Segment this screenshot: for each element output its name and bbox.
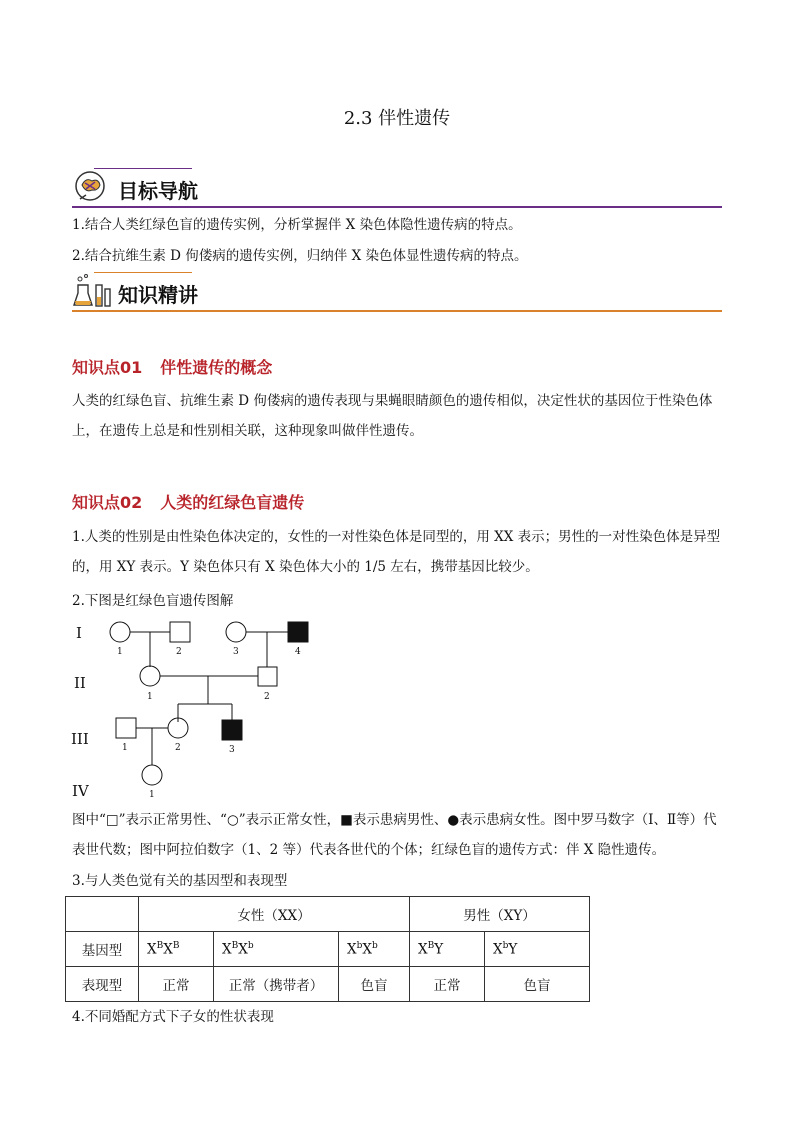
gen1-male-2 [170,622,190,642]
id-3-1: 1 [122,743,128,753]
male-header: 男性（XY） [410,897,590,932]
generation-label-2: II [74,674,86,692]
genotype-table [65,896,590,1002]
table-caption: 3.与人类色觉有关的基因型和表现型 [72,873,288,889]
goal-line-1: 1.结合人类红绿色盲的遗传实例，分析掌握伴 X 染色体隐性遗传病的特点。 [72,217,522,233]
page-title: 2.3 伴性遗传 [343,108,451,129]
gen4-female-1 [142,765,162,785]
flask-icon [72,273,112,309]
phenotype-cell: 正常（携带者） [214,967,339,1002]
generation-label-3: III [71,730,89,748]
genotype-row-label: 基因型 [66,932,139,967]
phenotype-row-label: 表现型 [66,967,139,1002]
genotype-XBXb: $X^BX^b$ [214,932,339,967]
generation-label-4: IV [72,782,89,800]
genotype-XBY: $X^BY$ [410,932,485,967]
phenotype-cell: 正常 [410,967,485,1002]
table-corner [66,897,139,932]
genotype-XBXB: $X^BX^B$ [139,932,214,967]
kp2-paragraph-2: 2.下图是红绿色盲遗传图解 [72,593,234,609]
id-1-3: 3 [233,647,239,657]
gen1-affected-male-4 [288,622,308,642]
genotype-XbXb: $X^bX^b$ [339,932,410,967]
brain-icon [72,169,112,205]
section-header-goals [72,168,722,208]
gen3-affected-male-3 [222,720,242,740]
kp1-paragraph: 人类的红绿色盲、抗维生素 D 佝偻病的遗传表现与果蝇眼睛颜色的遗传相似，决定性状的基因位于性染色体上，在遗传上总是和性别相关联，这种现象叫做伴性遗传。 [72,393,713,439]
generation-label-1: I [76,624,82,642]
id-3-3: 3 [229,745,235,755]
gen2-female-1 [140,666,160,686]
phenotype-cell: 正常 [139,967,214,1002]
phenotype-cell: 色盲 [339,967,410,1002]
kp1-number: 知识点01 [72,358,143,377]
section-header-knowledge [72,272,722,312]
section-title-knowledge: 知识精讲 [118,283,198,307]
kp2-paragraph-1: 1.人类的性别是由性染色体决定的，女性的一对性染色体是同型的，用 XX 表示；男性的一对性染色体是异型的，用 XY 表示。Y 染色体只有 X 染色体大小的 1/5 左右，携带基因比较少。 [72,529,721,575]
id-3-2: 2 [175,743,181,753]
id-2-1: 1 [147,692,153,702]
phenotype-cell: 色盲 [485,967,590,1002]
knowledge-point-2-heading [72,490,322,513]
id-1-2: 2 [176,647,182,657]
gen1-female-3 [226,622,246,642]
gen2-male-2 [258,667,277,686]
knowledge-point-1-heading [72,355,290,378]
next-heading: 4.不同婚配方式下子女的性状表现 [72,1009,274,1025]
pedigree-chart [60,612,360,802]
section-title-goals: 目标导航 [118,179,198,203]
genotype-XbY: $X^bY$ [485,932,590,967]
gen3-male-1 [116,718,136,738]
kp1-title: 伴性遗传的概念 [160,358,273,377]
kp2-title: 人类的红绿色盲遗传 [160,493,305,512]
female-header: 女性（XX） [139,897,410,932]
id-4-1: 1 [149,790,155,800]
kp2-number: 知识点02 [72,493,143,512]
id-1-1: 1 [117,647,123,657]
gen1-female-1 [110,622,130,642]
pedigree-legend-text: 图中“□”表示正常男性、“○”表示正常女性，■表示患病男性、●表示患病女性。图中罗马数字（Ⅰ、Ⅱ等）代表世代数；图中阿拉伯数字（1、2 等）代表各世代的个体；红绿色盲的遗传方式：伴 X 隐性遗传。 [72,812,717,858]
id-1-4: 4 [295,647,301,657]
id-2-2: 2 [264,692,270,702]
goal-line-2: 2.结合抗维生素 D 佝偻病的遗传实例，归纳伴 X 染色体显性遗传病的特点。 [72,248,528,264]
